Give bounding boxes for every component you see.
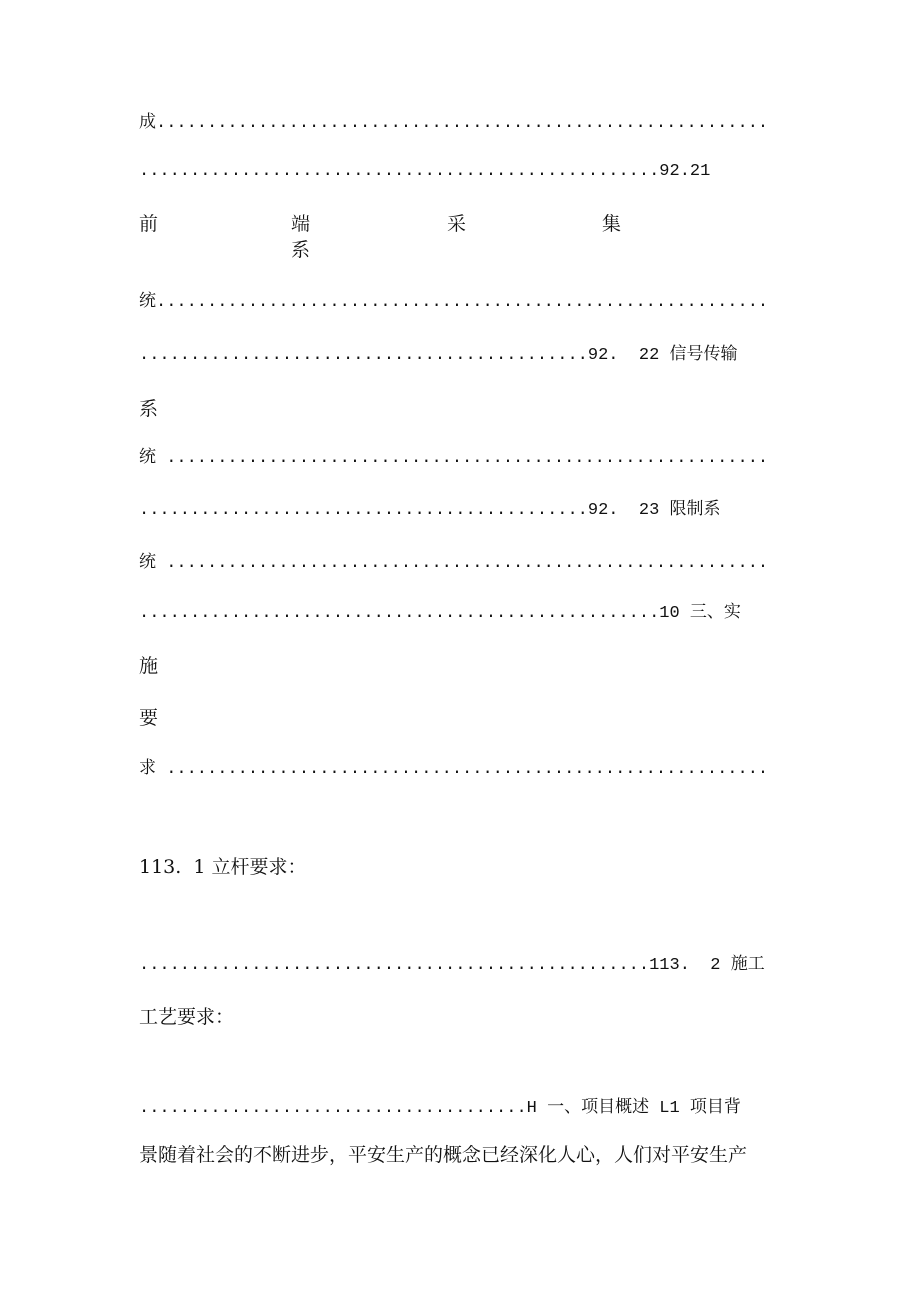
toc-line-7: ............................................92. 23 限制系 (139, 501, 721, 520)
toc-line-1: 成............................................................ (139, 114, 769, 133)
spread-heading-char-4: 集 (602, 213, 622, 235)
spread-heading-char-2: 端 (291, 213, 311, 235)
toc-line-6: 统 ........................................................... (139, 449, 769, 468)
toc-line-9: ...................................................10 三、实 (139, 604, 741, 623)
toc-line-13: 113. 1 立杆要求： (139, 856, 307, 878)
toc-line-4: ............................................92. 22 信号传输 (139, 346, 738, 365)
toc-line-11: 要 (139, 707, 159, 729)
toc-line-14: ..................................................113. 2 施工 (139, 956, 765, 975)
body-text-line: 景随着社会的不断进步，平安生产的概念已经深化人心，人们对平安生产 (139, 1144, 748, 1166)
toc-line-15: 工艺要求： (139, 1006, 235, 1028)
spread-heading-second-row: 系 (291, 239, 311, 261)
spread-heading-char-3: 采 (447, 213, 467, 235)
toc-line-2: ...................................................92.21 (139, 162, 711, 181)
toc-line-5: 系 (139, 398, 159, 420)
spread-heading-char-1: 前 (139, 213, 159, 235)
toc-line-10: 施 (139, 655, 159, 677)
toc-line-3: 统............................................................ (139, 293, 769, 312)
toc-line-16: ......................................H 一、项目概述 L1 项目背 (139, 1099, 741, 1118)
toc-line-12: 求 ........................................................... (139, 760, 769, 779)
toc-line-8: 统 ........................................................... (139, 554, 769, 573)
